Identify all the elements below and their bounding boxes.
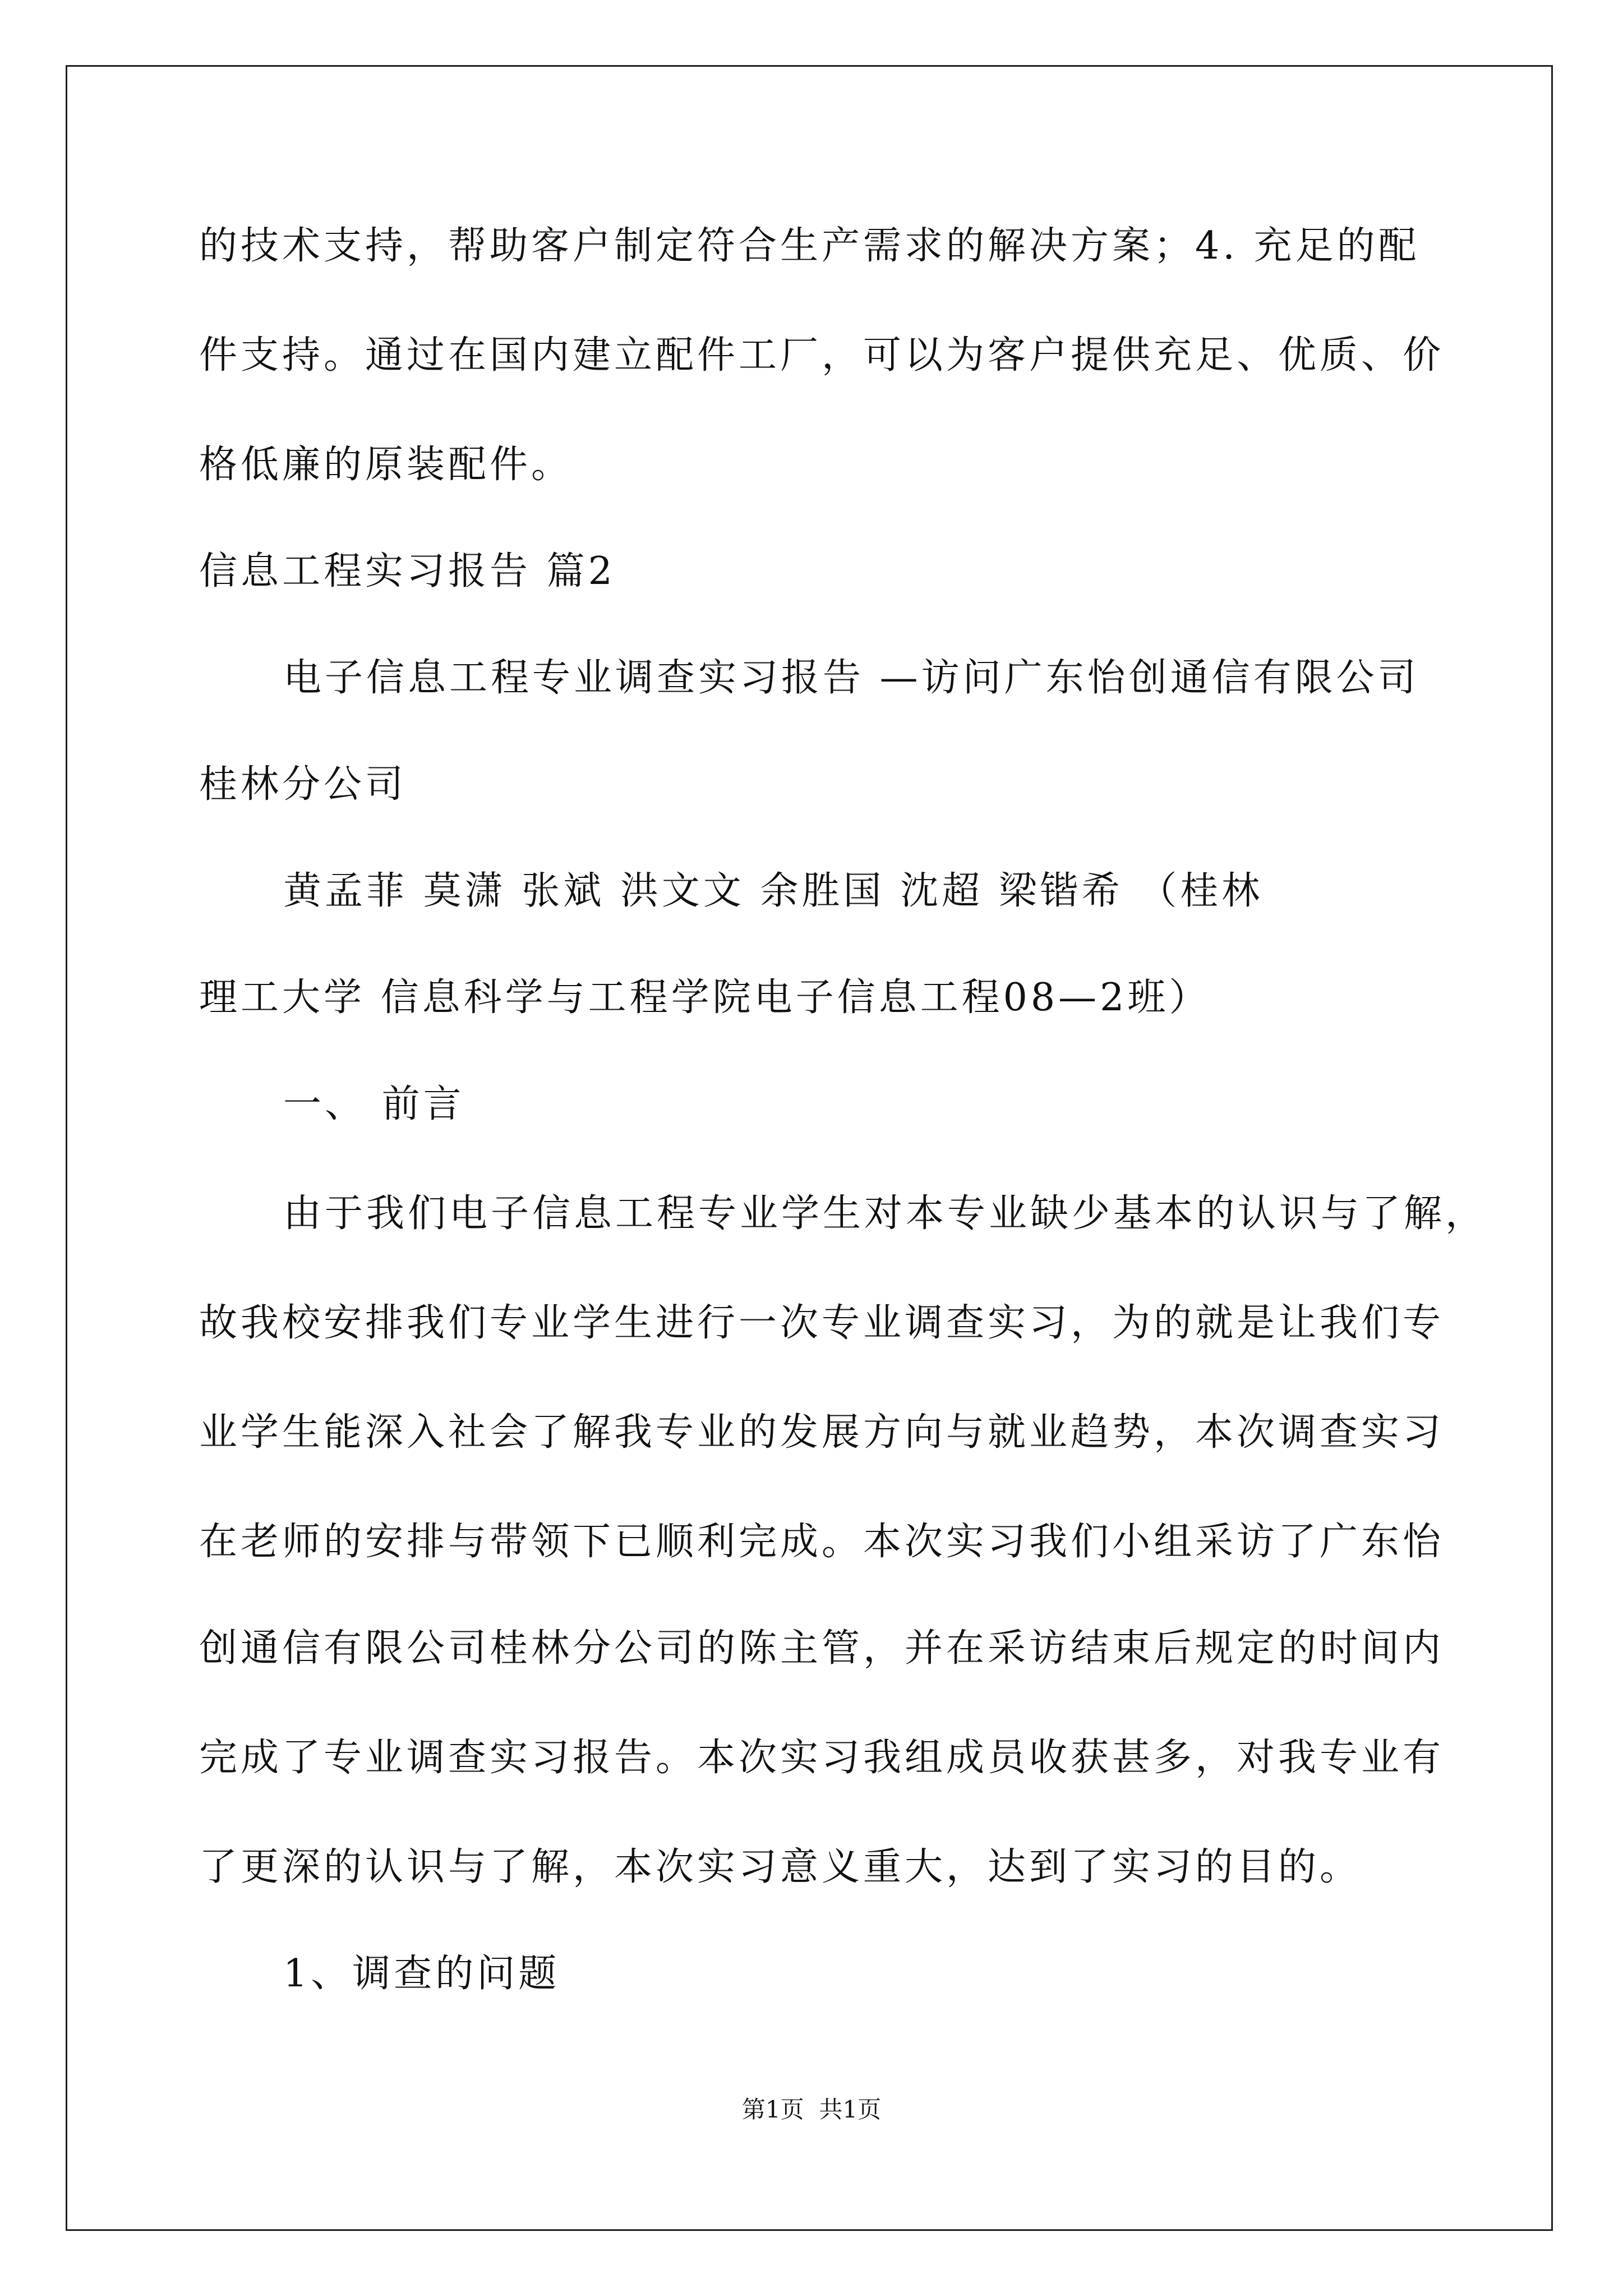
page-footer: 第1页 共1页 bbox=[741, 2096, 882, 2123]
body-text-line: 故我校安排我们专业学生进行一次专业调查实习，为的就是让我们专 bbox=[199, 1301, 1445, 1345]
body-text-line: 的技术支持，帮助客户制定符合生产需求的解决方案；4. 充足的配 bbox=[199, 224, 1420, 268]
author-affiliation: 理工大学 信息科学与工程学院电子信息工程08—2班） bbox=[199, 976, 1211, 1020]
subsection-heading: 一、 前言 bbox=[283, 1082, 465, 1126]
report-title: 电子信息工程专业调查实习报告 —访问广东怡创通信有限公司 bbox=[283, 656, 1419, 700]
body-text-line: 件支持。通过在国内建立配件工厂，可以为客户提供充足、优质、价 bbox=[199, 333, 1445, 378]
body-text-line: 创通信有限公司桂林分公司的陈主管，并在采访结束后规定的时间内 bbox=[199, 1626, 1445, 1671]
page-border bbox=[66, 65, 1553, 2231]
body-text-line: 了更深的认识与了解，本次实习意义重大，达到了实习的目的。 bbox=[199, 1845, 1362, 1889]
body-text-line: 在老师的安排与带领下已顺利完成。本次实习我们小组采访了广东怡 bbox=[199, 1520, 1445, 1564]
body-text-line: 格低廉的原装配件。 bbox=[199, 443, 573, 487]
body-text-line: 由于我们电子信息工程专业学生对本专业缺少基本的认识与了解， bbox=[283, 1191, 1487, 1236]
report-title-continued: 桂林分公司 bbox=[199, 762, 407, 807]
subsection-heading: 1、调查的问题 bbox=[283, 1952, 560, 1996]
section-heading: 信息工程实习报告 篇2 bbox=[199, 549, 616, 593]
body-text-line: 完成了专业调查实习报告。本次实习我组成员收获甚多，对我专业有 bbox=[199, 1736, 1445, 1780]
body-text-line: 业学生能深入社会了解我专业的发展方向与就业趋势，本次调查实习 bbox=[199, 1410, 1445, 1455]
author-list: 黄孟菲 莫潇 张斌 洪文文 余胜国 沈超 梁锴希 （桂林 bbox=[283, 869, 1264, 913]
